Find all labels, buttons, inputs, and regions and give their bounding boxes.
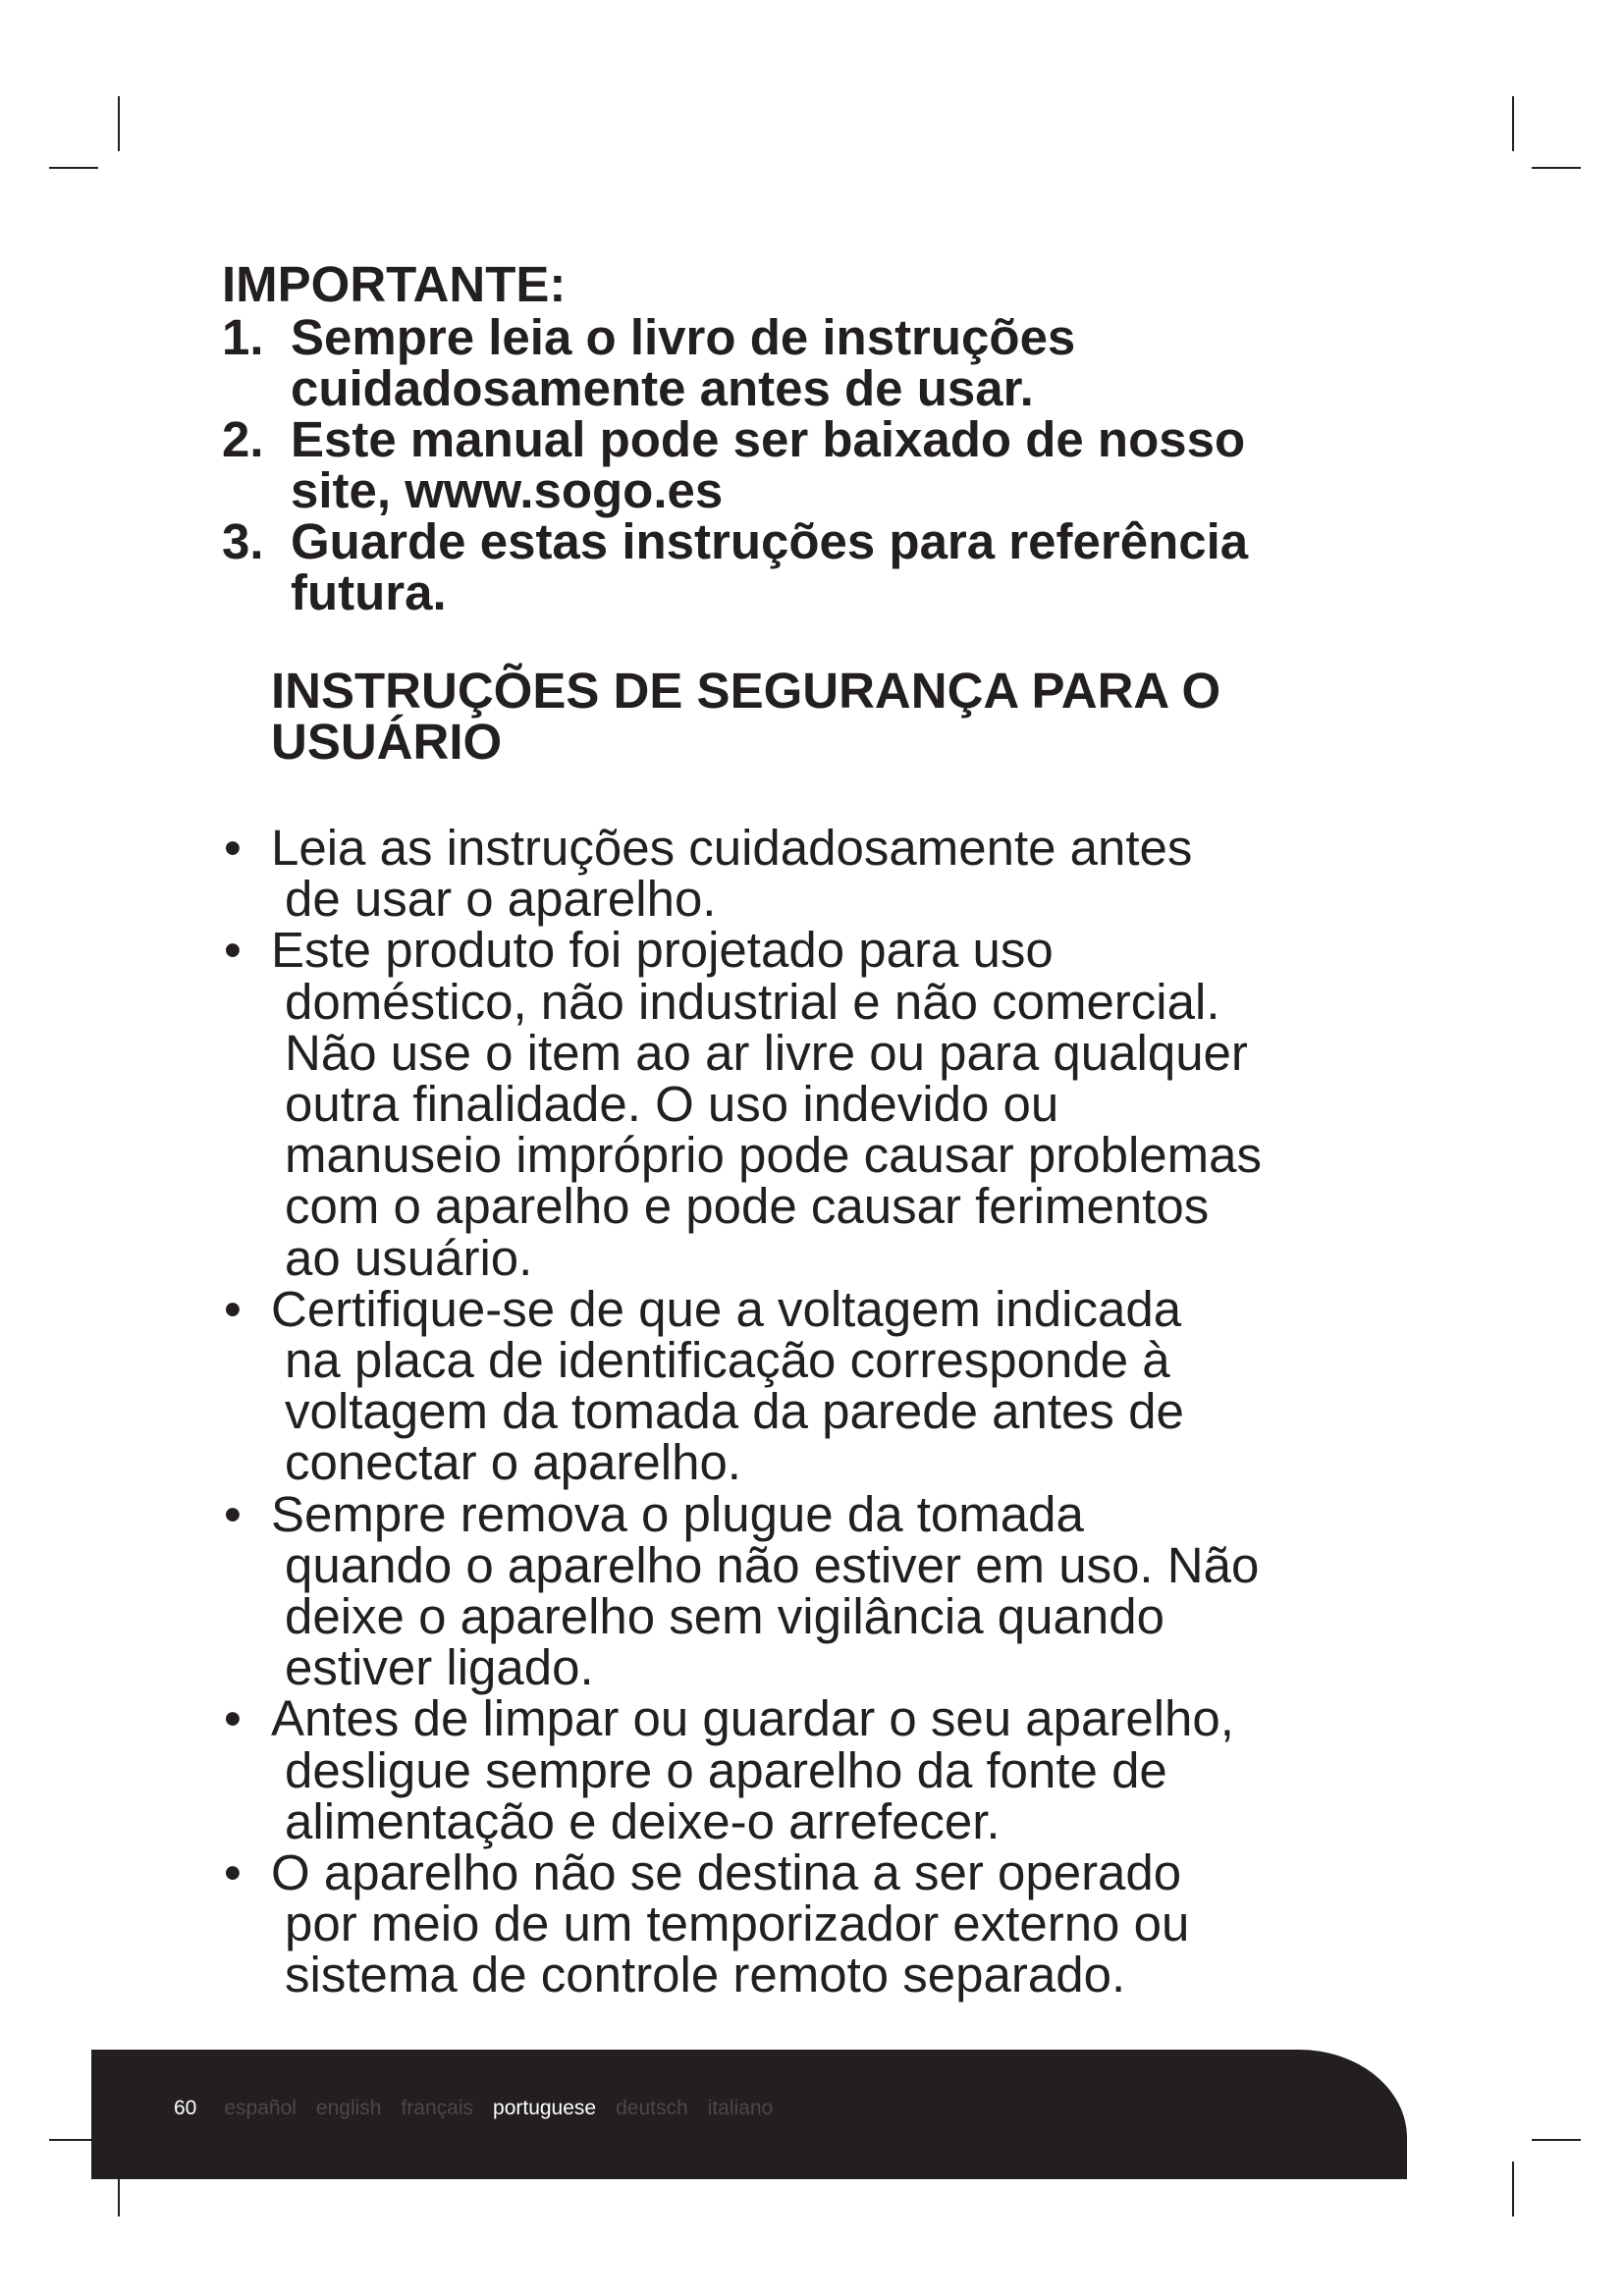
bullet-line: voltagem da tomada da parede antes de	[285, 1383, 1184, 1440]
bullet-line: Certifique-se de que a voltagem indicada	[271, 1280, 1182, 1337]
bullet-line: Não use o item ao ar livre ou para qualquer	[285, 1024, 1248, 1081]
bullet-line: alimentação e deixe-o arrefecer.	[285, 1792, 1001, 1849]
item-number: 2.	[222, 411, 264, 467]
item-number: 3.	[222, 513, 264, 569]
bullet-line: por meio de um temporizador externo ou	[285, 1896, 1190, 1952]
important-item-line: Sempre leia o livro de instruções	[291, 309, 1076, 365]
bullet-line: de usar o aparelho.	[285, 871, 717, 928]
bullet-dot-icon: •	[224, 1280, 242, 1337]
language-link-deutsch[interactable]: deutsch	[616, 2097, 688, 2119]
bullet-line: manuseio impróprio pode causar problemas	[285, 1127, 1263, 1184]
important-title: IMPORTANTE:	[222, 256, 567, 312]
bullet-line: desligue sempre o aparelho da fonte de	[285, 1741, 1167, 1798]
bullet-line: estiver ligado.	[285, 1639, 594, 1696]
bullet-line: com o aparelho e pode causar ferimentos	[285, 1178, 1210, 1235]
important-item-line: cuidadosamente antes de usar.	[291, 360, 1034, 416]
important-item-line: futura.	[291, 564, 447, 620]
language-link-italiano[interactable]: italiano	[707, 2097, 774, 2119]
bullet-line: ao usuário.	[285, 1229, 533, 1286]
safety-bullet-item	[224, 820, 1432, 928]
footer-language-bar	[91, 2050, 1407, 2179]
safety-bullet-item	[224, 1844, 1432, 2003]
important-section	[222, 257, 1439, 618]
crop-mark-top-right	[1532, 167, 1581, 169]
crop-mark-top-right	[1512, 96, 1514, 151]
important-item	[222, 309, 1439, 416]
safety-bullet-item	[224, 1690, 1432, 1849]
bullet-line: deixe o aparelho sem vigilância quando	[285, 1588, 1164, 1645]
safety-bullet-item	[224, 1485, 1432, 1696]
important-item-line: Este manual pode ser baixado de nosso	[291, 411, 1246, 467]
bullet-line: sistema de controle remoto separado.	[285, 1947, 1126, 2003]
bullet-line: O aparelho não se destina a ser operado	[271, 1844, 1182, 1901]
bullet-dot-icon: •	[224, 922, 242, 979]
safety-instructions-title	[271, 663, 1449, 770]
bullet-line: conectar o aparelho.	[285, 1434, 741, 1491]
language-link-español[interactable]: español	[224, 2097, 297, 2119]
crop-mark-top-left	[118, 96, 120, 151]
important-item-line: Guarde estas instruções para referência	[291, 513, 1249, 569]
language-link-english[interactable]: english	[315, 2097, 382, 2119]
safety-bullet-item	[224, 1280, 1432, 1491]
important-item	[222, 513, 1439, 620]
important-list	[222, 309, 1439, 620]
page-number: 60	[174, 2097, 197, 2119]
bullet-line: doméstico, não industrial e não comercial.	[285, 973, 1220, 1030]
bullet-line: na placa de identificação corresponde à	[285, 1332, 1170, 1389]
language-link-portuguese[interactable]: portuguese	[493, 2097, 597, 2119]
crop-mark-bottom-right	[1512, 2162, 1514, 2216]
important-item	[222, 411, 1439, 518]
footer-row	[174, 2097, 792, 2120]
bullet-dot-icon: •	[224, 1844, 242, 1901]
safety-title-line-1: INSTRUÇÕES DE SEGURANÇA PARA O	[271, 663, 1221, 719]
bullet-line: Sempre remova o plugue da tomada	[271, 1485, 1084, 1542]
safety-title-line-2: USUÁRIO	[271, 714, 503, 770]
bullet-line: Leia as instruções cuidadosamente antes	[271, 820, 1193, 876]
bullet-line: Antes de limpar ou guardar o seu aparelho,	[271, 1690, 1234, 1747]
safety-bullet-list	[224, 820, 1432, 2003]
bullet-dot-icon: •	[224, 1690, 242, 1747]
bullet-dot-icon: •	[224, 1485, 242, 1542]
item-number: 1.	[222, 309, 264, 365]
bullet-line: outra finalidade. O uso indevido ou	[285, 1076, 1059, 1133]
crop-mark-bottom-right	[1532, 2139, 1581, 2141]
crop-mark-top-left	[49, 167, 98, 169]
bullet-line: quando o aparelho não estiver em uso. Não	[285, 1536, 1260, 1593]
safety-bullet-item	[224, 922, 1432, 1286]
bullet-dot-icon: •	[224, 820, 242, 876]
language-link-français[interactable]: français	[401, 2097, 474, 2119]
important-item-line: site, www.sogo.es	[291, 462, 724, 518]
bullet-line: Este produto foi projetado para uso	[271, 922, 1054, 979]
